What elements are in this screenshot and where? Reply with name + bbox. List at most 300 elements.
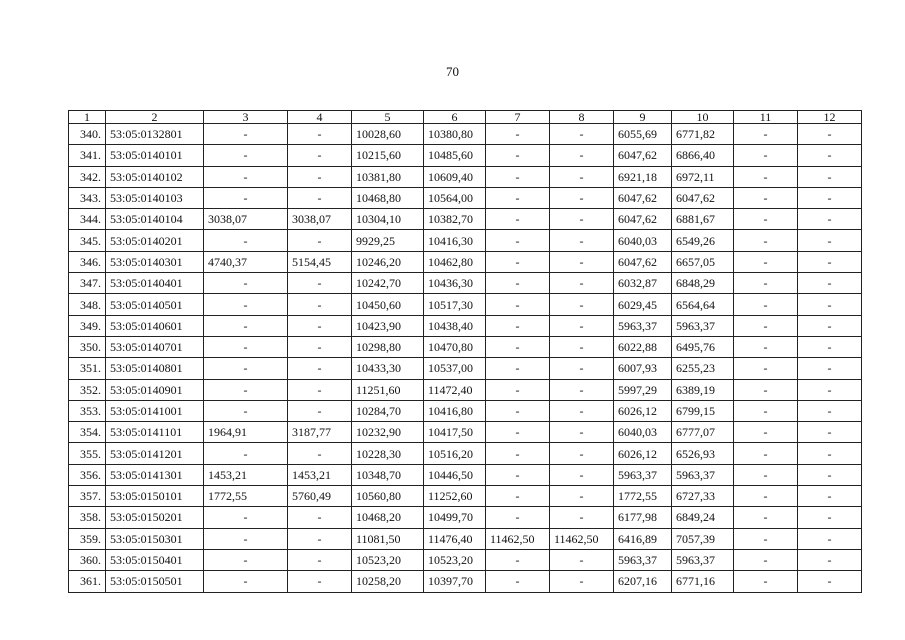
table-cell-col-10: 6866,40 <box>672 145 734 166</box>
table-cell-col-6: 10462,80 <box>424 251 486 272</box>
table-cell-col-5: 10450,60 <box>352 294 424 315</box>
table-cell-col-7: - <box>486 230 550 251</box>
table-cell-col-11: - <box>734 124 798 145</box>
table-row <box>69 294 862 315</box>
table-cell-col-8: - <box>550 251 614 272</box>
table-cell-col-10: 6972,11 <box>672 166 734 187</box>
table-cell-col-11: - <box>734 187 798 208</box>
table-cell-col-2: 53:05:0140104 <box>106 209 204 230</box>
table-cell-col-12: - <box>798 528 862 549</box>
table-cell-col-6: 10380,80 <box>424 124 486 145</box>
table-cell-col-4: - <box>288 507 352 528</box>
table-cell-col-10: 6777,07 <box>672 422 734 443</box>
table-cell-col-8: - <box>550 486 614 507</box>
table-cell-col-2: 53:05:0140401 <box>106 273 204 294</box>
table-row <box>69 443 862 464</box>
table-cell-col-8: - <box>550 358 614 379</box>
table-row <box>69 528 862 549</box>
table-cell-col-6: 11472,40 <box>424 379 486 400</box>
table-cell-col-3: - <box>204 549 288 570</box>
table-cell-col-4: - <box>288 294 352 315</box>
table-cell-col-12: - <box>798 358 862 379</box>
table-cell-col-6: 10609,40 <box>424 166 486 187</box>
table-cell-col-2: 53:05:0140103 <box>106 187 204 208</box>
table-cell-col-12: - <box>798 187 862 208</box>
table-cell-col-6: 10416,30 <box>424 230 486 251</box>
column-header-10: 10 <box>672 111 734 124</box>
table-cell-col-8: - <box>550 464 614 485</box>
table-cell-col-8: - <box>550 124 614 145</box>
table-cell-col-6: 10417,50 <box>424 422 486 443</box>
table-cell-col-7: - <box>486 358 550 379</box>
table-cell-col-4: - <box>288 273 352 294</box>
page-number: 70 <box>446 64 459 79</box>
table-cell-col-10: 6389,19 <box>672 379 734 400</box>
table-cell-col-11: - <box>734 400 798 421</box>
table-cell-col-3: 1453,21 <box>204 464 288 485</box>
table-cell-col-9: 1772,55 <box>614 486 672 507</box>
table-cell-col-1: 351. <box>69 358 106 379</box>
column-header-3: 3 <box>204 111 288 124</box>
table-row <box>69 166 862 187</box>
table-cell-col-2: 53:05:0132801 <box>106 124 204 145</box>
table-cell-col-5: 10228,30 <box>352 443 424 464</box>
table-cell-col-3: - <box>204 358 288 379</box>
table-cell-col-8: - <box>550 315 614 336</box>
table-cell-col-1: 347. <box>69 273 106 294</box>
table-cell-col-10: 6881,67 <box>672 209 734 230</box>
table-cell-col-8: - <box>550 273 614 294</box>
table-cell-col-7: - <box>486 209 550 230</box>
table-cell-col-2: 53:05:0140701 <box>106 336 204 357</box>
table-cell-col-8: - <box>550 571 614 592</box>
table-cell-col-4: - <box>288 571 352 592</box>
table-cell-col-11: - <box>734 528 798 549</box>
table-cell-col-8: - <box>550 400 614 421</box>
table-cell-col-8: 11462,50 <box>550 528 614 549</box>
column-header-4: 4 <box>288 111 352 124</box>
table-cell-col-11: - <box>734 571 798 592</box>
table-cell-col-5: 10468,20 <box>352 507 424 528</box>
table-cell-col-7: - <box>486 422 550 443</box>
table-cell-col-10: 5963,37 <box>672 464 734 485</box>
table-cell-col-3: - <box>204 145 288 166</box>
table-cell-col-11: - <box>734 273 798 294</box>
table-cell-col-12: - <box>798 486 862 507</box>
table-cell-col-8: - <box>550 166 614 187</box>
table-cell-col-7: - <box>486 336 550 357</box>
table-cell-col-5: 10304,10 <box>352 209 424 230</box>
table-cell-col-4: - <box>288 187 352 208</box>
table-cell-col-7: - <box>486 464 550 485</box>
table-cell-col-7: 11462,50 <box>486 528 550 549</box>
table-cell-col-9: 6047,62 <box>614 209 672 230</box>
table-cell-col-10: 6848,29 <box>672 273 734 294</box>
table-body <box>69 124 862 593</box>
table-cell-col-5: 10284,70 <box>352 400 424 421</box>
table-cell-col-9: 6029,45 <box>614 294 672 315</box>
table-cell-col-1: 340. <box>69 124 106 145</box>
table-cell-col-10: 5963,37 <box>672 315 734 336</box>
table-cell-col-3: - <box>204 230 288 251</box>
table-cell-col-5: 10468,80 <box>352 187 424 208</box>
table-cell-col-8: - <box>550 209 614 230</box>
table-cell-col-5: 10215,60 <box>352 145 424 166</box>
table-row <box>69 209 862 230</box>
table-cell-col-11: - <box>734 507 798 528</box>
table-cell-col-9: 5997,29 <box>614 379 672 400</box>
table-cell-col-1: 342. <box>69 166 106 187</box>
table-cell-col-9: 6047,62 <box>614 145 672 166</box>
column-header-11: 11 <box>734 111 798 124</box>
table-cell-col-6: 10537,00 <box>424 358 486 379</box>
table-row <box>69 145 862 166</box>
table-cell-col-11: - <box>734 294 798 315</box>
table-cell-col-4: 1453,21 <box>288 464 352 485</box>
table-cell-col-6: 10397,70 <box>424 571 486 592</box>
table-cell-col-4: - <box>288 336 352 357</box>
table-cell-col-7: - <box>486 315 550 336</box>
table-cell-col-11: - <box>734 251 798 272</box>
table-cell-col-9: 5963,37 <box>614 464 672 485</box>
table-row <box>69 549 862 570</box>
table-cell-col-4: 5760,49 <box>288 486 352 507</box>
table-cell-col-12: - <box>798 443 862 464</box>
table-cell-col-12: - <box>798 379 862 400</box>
table-cell-col-9: 6921,18 <box>614 166 672 187</box>
table-cell-col-12: - <box>798 422 862 443</box>
table-cell-col-1: 353. <box>69 400 106 421</box>
table-cell-col-1: 354. <box>69 422 106 443</box>
table-cell-col-10: 6849,24 <box>672 507 734 528</box>
table-cell-col-12: - <box>798 571 862 592</box>
table-cell-col-8: - <box>550 187 614 208</box>
table-cell-col-12: - <box>798 507 862 528</box>
table-cell-col-1: 358. <box>69 507 106 528</box>
table-cell-col-9: 6207,16 <box>614 571 672 592</box>
table-cell-col-12: - <box>798 315 862 336</box>
table-cell-col-11: - <box>734 464 798 485</box>
table-cell-col-3: - <box>204 400 288 421</box>
table-cell-col-6: 10438,40 <box>424 315 486 336</box>
table-cell-col-10: 6727,33 <box>672 486 734 507</box>
table-cell-col-4: 3187,77 <box>288 422 352 443</box>
table-cell-col-3: - <box>204 507 288 528</box>
table-cell-col-9: 6040,03 <box>614 230 672 251</box>
table-cell-col-9: 6416,89 <box>614 528 672 549</box>
table-cell-col-3: - <box>204 187 288 208</box>
table-cell-col-9: 6055,69 <box>614 124 672 145</box>
table-cell-col-6: 10564,00 <box>424 187 486 208</box>
table-cell-col-11: - <box>734 145 798 166</box>
table-cell-col-1: 348. <box>69 294 106 315</box>
table-cell-col-12: - <box>798 273 862 294</box>
table-cell-col-12: - <box>798 209 862 230</box>
table-cell-col-10: 5963,37 <box>672 549 734 570</box>
column-header-9: 9 <box>614 111 672 124</box>
table-cell-col-9: 6007,93 <box>614 358 672 379</box>
table-cell-col-2: 53:05:0150101 <box>106 486 204 507</box>
table-cell-col-9: 6032,87 <box>614 273 672 294</box>
table-cell-col-3: - <box>204 124 288 145</box>
table-cell-col-7: - <box>486 571 550 592</box>
table-cell-col-4: - <box>288 528 352 549</box>
table-row <box>69 124 862 145</box>
table-cell-col-1: 343. <box>69 187 106 208</box>
column-header-6: 6 <box>424 111 486 124</box>
table-cell-col-7: - <box>486 294 550 315</box>
table-cell-col-11: - <box>734 358 798 379</box>
table-cell-col-8: - <box>550 145 614 166</box>
table-cell-col-2: 53:05:0141101 <box>106 422 204 443</box>
table-cell-col-10: 7057,39 <box>672 528 734 549</box>
table-cell-col-4: - <box>288 400 352 421</box>
column-header-2: 2 <box>106 111 204 124</box>
table-cell-col-1: 346. <box>69 251 106 272</box>
table-header-row <box>69 111 862 124</box>
table-cell-col-1: 359. <box>69 528 106 549</box>
table-cell-col-12: - <box>798 464 862 485</box>
table-cell-col-2: 53:05:0140601 <box>106 315 204 336</box>
column-header-1: 1 <box>69 111 106 124</box>
table-cell-col-6: 10470,80 <box>424 336 486 357</box>
table-cell-col-4: - <box>288 443 352 464</box>
table-cell-col-2: 53:05:0140201 <box>106 230 204 251</box>
table-cell-col-5: 10560,80 <box>352 486 424 507</box>
table-cell-col-7: - <box>486 166 550 187</box>
table-cell-col-6: 10499,70 <box>424 507 486 528</box>
table-row <box>69 571 862 592</box>
table-row <box>69 422 862 443</box>
table-cell-col-7: - <box>486 507 550 528</box>
table-cell-col-7: - <box>486 549 550 570</box>
table-cell-col-8: - <box>550 507 614 528</box>
table-cell-col-9: 5963,37 <box>614 549 672 570</box>
table-cell-col-4: - <box>288 379 352 400</box>
table-row <box>69 400 862 421</box>
table-cell-col-5: 11251,60 <box>352 379 424 400</box>
table-cell-col-11: - <box>734 549 798 570</box>
table-cell-col-9: 6177,98 <box>614 507 672 528</box>
table-cell-col-2: 53:05:0141201 <box>106 443 204 464</box>
table-cell-col-1: 361. <box>69 571 106 592</box>
table-cell-col-11: - <box>734 209 798 230</box>
table-cell-col-4: - <box>288 124 352 145</box>
table-cell-col-8: - <box>550 549 614 570</box>
table-cell-col-12: - <box>798 336 862 357</box>
table-row <box>69 464 862 485</box>
table-cell-col-6: 10517,30 <box>424 294 486 315</box>
table-cell-col-12: - <box>798 400 862 421</box>
table-cell-col-1: 356. <box>69 464 106 485</box>
table-cell-col-7: - <box>486 124 550 145</box>
table-row <box>69 315 862 336</box>
table-cell-col-10: 6255,23 <box>672 358 734 379</box>
table-cell-col-3: - <box>204 443 288 464</box>
table-cell-col-3: - <box>204 273 288 294</box>
table-cell-col-6: 10516,20 <box>424 443 486 464</box>
table-row <box>69 336 862 357</box>
table-cell-col-3: 3038,07 <box>204 209 288 230</box>
data-table <box>68 110 862 593</box>
table-cell-col-7: - <box>486 251 550 272</box>
table-cell-col-3: - <box>204 528 288 549</box>
table-cell-col-8: - <box>550 294 614 315</box>
table-row <box>69 507 862 528</box>
table-cell-col-8: - <box>550 422 614 443</box>
table-cell-col-12: - <box>798 124 862 145</box>
table-cell-col-1: 341. <box>69 145 106 166</box>
table-cell-col-2: 53:05:0140102 <box>106 166 204 187</box>
table-cell-col-5: 10523,20 <box>352 549 424 570</box>
table-cell-col-12: - <box>798 549 862 570</box>
table-cell-col-10: 6657,05 <box>672 251 734 272</box>
table-cell-col-10: 6564,64 <box>672 294 734 315</box>
table-cell-col-5: 10232,90 <box>352 422 424 443</box>
table-cell-col-2: 53:05:0140501 <box>106 294 204 315</box>
table-cell-col-12: - <box>798 166 862 187</box>
table-cell-col-5: 11081,50 <box>352 528 424 549</box>
column-header-12: 12 <box>798 111 862 124</box>
table-cell-col-6: 10416,80 <box>424 400 486 421</box>
column-header-8: 8 <box>550 111 614 124</box>
table-cell-col-5: 10246,20 <box>352 251 424 272</box>
table-cell-col-5: 10028,60 <box>352 124 424 145</box>
table-cell-col-4: - <box>288 145 352 166</box>
table-cell-col-6: 10523,20 <box>424 549 486 570</box>
table-cell-col-12: - <box>798 251 862 272</box>
table-cell-col-1: 355. <box>69 443 106 464</box>
table-row <box>69 486 862 507</box>
table-cell-col-11: - <box>734 443 798 464</box>
table-cell-col-12: - <box>798 230 862 251</box>
table-cell-col-3: - <box>204 571 288 592</box>
table-row <box>69 379 862 400</box>
table-cell-col-11: - <box>734 422 798 443</box>
table-cell-col-11: - <box>734 486 798 507</box>
table-cell-col-6: 10436,30 <box>424 273 486 294</box>
table-cell-col-2: 53:05:0150501 <box>106 571 204 592</box>
table-row <box>69 187 862 208</box>
table-row <box>69 230 862 251</box>
table-cell-col-5: 10433,30 <box>352 358 424 379</box>
table-cell-col-9: 6026,12 <box>614 400 672 421</box>
table-cell-col-5: 10298,80 <box>352 336 424 357</box>
table-cell-col-3: 1964,91 <box>204 422 288 443</box>
table-cell-col-8: - <box>550 379 614 400</box>
table-cell-col-2: 53:05:0141001 <box>106 400 204 421</box>
table-cell-col-5: 10242,70 <box>352 273 424 294</box>
table-cell-col-5: 9929,25 <box>352 230 424 251</box>
table-cell-col-2: 53:05:0140901 <box>106 379 204 400</box>
table-cell-col-8: - <box>550 336 614 357</box>
table-cell-col-5: 10423,90 <box>352 315 424 336</box>
table-cell-col-2: 53:05:0140801 <box>106 358 204 379</box>
table-cell-col-2: 53:05:0141301 <box>106 464 204 485</box>
table-cell-col-7: - <box>486 273 550 294</box>
table-cell-col-8: - <box>550 443 614 464</box>
table-cell-col-1: 357. <box>69 486 106 507</box>
table-cell-col-2: 53:05:0150201 <box>106 507 204 528</box>
table-row <box>69 358 862 379</box>
table-cell-col-11: - <box>734 379 798 400</box>
table-cell-col-3: - <box>204 379 288 400</box>
table-cell-col-4: - <box>288 358 352 379</box>
table-cell-col-11: - <box>734 166 798 187</box>
table-cell-col-7: - <box>486 400 550 421</box>
table-cell-col-4: - <box>288 315 352 336</box>
table-cell-col-10: 6549,26 <box>672 230 734 251</box>
table-cell-col-1: 349. <box>69 315 106 336</box>
table-cell-col-3: - <box>204 166 288 187</box>
table-cell-col-6: 11252,60 <box>424 486 486 507</box>
column-header-5: 5 <box>352 111 424 124</box>
table-cell-col-11: - <box>734 230 798 251</box>
table-cell-col-10: 6771,16 <box>672 571 734 592</box>
table-row <box>69 273 862 294</box>
table-cell-col-9: 6026,12 <box>614 443 672 464</box>
table-cell-col-9: 5963,37 <box>614 315 672 336</box>
table-cell-col-6: 10446,50 <box>424 464 486 485</box>
table-cell-col-6: 10485,60 <box>424 145 486 166</box>
table-cell-col-10: 6495,76 <box>672 336 734 357</box>
table-cell-col-9: 6047,62 <box>614 187 672 208</box>
table-cell-col-3: 1772,55 <box>204 486 288 507</box>
table-cell-col-3: - <box>204 315 288 336</box>
table-cell-col-3: - <box>204 294 288 315</box>
table-cell-col-12: - <box>798 294 862 315</box>
table-cell-col-10: 6047,62 <box>672 187 734 208</box>
table-cell-col-11: - <box>734 315 798 336</box>
table-cell-col-2: 53:05:0150301 <box>106 528 204 549</box>
table-cell-col-8: - <box>550 230 614 251</box>
table-cell-col-1: 350. <box>69 336 106 357</box>
table-cell-col-11: - <box>734 336 798 357</box>
table-cell-col-1: 360. <box>69 549 106 570</box>
table-cell-col-10: 6526,93 <box>672 443 734 464</box>
table-cell-col-5: 10381,80 <box>352 166 424 187</box>
table-cell-col-4: - <box>288 549 352 570</box>
table-cell-col-2: 53:05:0150401 <box>106 549 204 570</box>
table-cell-col-4: - <box>288 230 352 251</box>
table-cell-col-1: 344. <box>69 209 106 230</box>
table-cell-col-5: 10348,70 <box>352 464 424 485</box>
table-cell-col-4: - <box>288 166 352 187</box>
table-cell-col-9: 6022,88 <box>614 336 672 357</box>
table-cell-col-6: 10382,70 <box>424 209 486 230</box>
table-cell-col-3: 4740,37 <box>204 251 288 272</box>
table-cell-col-4: 3038,07 <box>288 209 352 230</box>
table-cell-col-10: 6799,15 <box>672 400 734 421</box>
table-cell-col-5: 10258,20 <box>352 571 424 592</box>
table-cell-col-9: 6047,62 <box>614 251 672 272</box>
table-cell-col-9: 6040,03 <box>614 422 672 443</box>
table-cell-col-2: 53:05:0140301 <box>106 251 204 272</box>
table-cell-col-7: - <box>486 443 550 464</box>
table-cell-col-7: - <box>486 486 550 507</box>
table-cell-col-4: 5154,45 <box>288 251 352 272</box>
table-cell-col-10: 6771,82 <box>672 124 734 145</box>
column-header-7: 7 <box>486 111 550 124</box>
table-row <box>69 251 862 272</box>
table-cell-col-1: 352. <box>69 379 106 400</box>
table-cell-col-3: - <box>204 336 288 357</box>
table-cell-col-7: - <box>486 145 550 166</box>
table-cell-col-1: 345. <box>69 230 106 251</box>
table-cell-col-12: - <box>798 145 862 166</box>
table-cell-col-7: - <box>486 187 550 208</box>
table-cell-col-6: 11476,40 <box>424 528 486 549</box>
